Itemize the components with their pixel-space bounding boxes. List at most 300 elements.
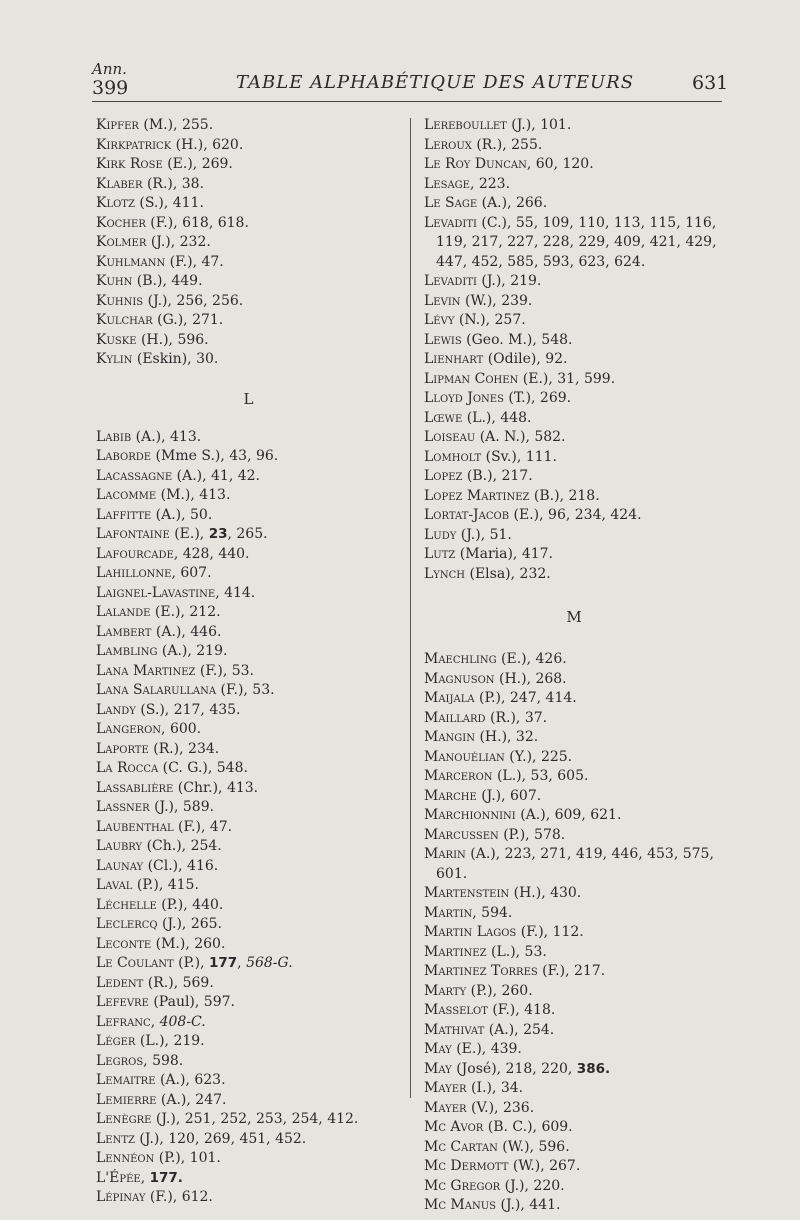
entry-pages: (J.), 101. — [506, 117, 572, 133]
entry-name: Lienhart — [424, 351, 484, 367]
page-number: 631 — [692, 72, 729, 94]
index-entry — [96, 1110, 401, 1130]
index-entry — [424, 1138, 724, 1158]
entry-pages: (E.), 96, 234, 424. — [509, 507, 642, 523]
index-entry — [424, 1040, 724, 1060]
entry-pages: (E.), 212. — [150, 604, 221, 620]
entry-name: Mayer — [424, 1099, 467, 1116]
entry-pages: (B.), 217. — [462, 468, 533, 484]
index-entry — [96, 428, 401, 448]
index-entry — [96, 116, 401, 136]
entry-name: Laffitte — [96, 506, 152, 523]
entry-pre: (E.), — [169, 526, 209, 542]
entry-pages: (R.), 569. — [143, 974, 214, 991]
entry-pages: (Cl.), 416. — [143, 857, 219, 874]
page-title: TABLE ALPHABÉTIQUE DES AUTEURS — [236, 72, 635, 93]
index-entry — [424, 467, 724, 487]
index-entry — [96, 292, 401, 312]
index-entry — [424, 923, 724, 943]
entry-name: Legros — [96, 1052, 144, 1069]
index-entry — [96, 486, 401, 506]
index-entry — [424, 350, 724, 370]
entry-pages: (A.), 623. — [155, 1072, 226, 1088]
entry-name: Lutz — [424, 546, 456, 562]
entry-bold-page: 177 — [208, 955, 238, 971]
index-entry — [424, 409, 724, 429]
entry-pages: , 598. — [143, 1052, 184, 1069]
header-rule — [92, 101, 722, 102]
entry-pages: (Paul), 597. — [148, 994, 235, 1010]
entry-name: Lewis — [424, 331, 462, 348]
entry-name: Laubenthal — [96, 818, 174, 835]
entry-pages: (F.), 53. — [195, 662, 254, 679]
entry-pages: (Geo. M.), 548. — [461, 331, 573, 348]
column-divider — [410, 118, 411, 1098]
index-entry — [424, 728, 724, 748]
entry-pages: (E.), 439. — [451, 1041, 522, 1057]
entry-name: Kocher — [96, 214, 146, 231]
entry-pages: (H.), 620. — [171, 136, 244, 153]
entry-pages: (Eskin), 30. — [132, 351, 219, 367]
letter-heading-l: L — [243, 389, 254, 408]
index-entry — [96, 136, 401, 156]
entry-name: Lassner — [96, 799, 150, 815]
entry-name: Marche — [424, 787, 477, 804]
entry-pre: , — [140, 1169, 150, 1186]
entry-name: Kulchar — [96, 312, 153, 328]
index-entry — [424, 650, 724, 670]
entry-name: Lévy — [424, 312, 455, 328]
entry-pages: (W.), 596. — [497, 1138, 570, 1155]
entry-name: L'Épée — [96, 1169, 141, 1186]
entry-pre: , — [150, 1013, 160, 1030]
index-entry — [96, 720, 401, 740]
entry-name: Leclercq — [96, 916, 158, 932]
index-entry-lefranc — [96, 1013, 401, 1033]
entry-name: Kipfer — [96, 117, 139, 133]
entry-pages: , 60, 120. — [526, 156, 594, 172]
index-entry — [96, 876, 401, 896]
index-entry-levaditi-c — [424, 214, 724, 273]
entry-pages: (A.), 609, 621. — [515, 807, 622, 823]
entry-name: Lœwe — [424, 409, 463, 426]
index-entry — [96, 194, 401, 214]
entry-name: Mc Manus — [424, 1197, 497, 1213]
entry-name: Labib — [96, 428, 132, 445]
entry-name: Lenègre — [96, 1111, 152, 1127]
index-entry — [424, 448, 724, 468]
entry-bold-page: 23 — [208, 526, 228, 542]
index-entry — [424, 370, 724, 390]
entry-name: Martinez — [424, 943, 487, 960]
index-entry — [424, 331, 724, 351]
l-entries-right-b — [424, 272, 724, 584]
entry-name: Lynch — [424, 565, 466, 582]
right-column — [424, 116, 724, 1216]
index-entry — [96, 214, 401, 234]
index-entry — [96, 467, 401, 487]
entry-name: Lana Martinez — [96, 662, 196, 679]
index-entry — [424, 389, 724, 409]
index-entry — [424, 670, 724, 690]
entry-name: Lacassagne — [96, 467, 173, 484]
entry-name: Mangin — [424, 729, 475, 745]
index-entry — [424, 428, 724, 448]
entry-name: Leconte — [96, 935, 152, 952]
index-entry — [424, 748, 724, 768]
entry-pre: (José), 218, 220, — [451, 1060, 577, 1077]
entry-name: Levaditi — [424, 214, 477, 231]
entry-name: Maijala — [424, 690, 475, 706]
entry-name: Kuske — [96, 331, 137, 348]
index-entry — [96, 506, 401, 526]
entry-name: Laubry — [96, 838, 143, 854]
l-entries-a — [96, 428, 401, 526]
index-entry — [424, 1196, 724, 1216]
entry-pages: (P.), 415. — [132, 877, 199, 893]
entry-pages: , 594. — [472, 904, 513, 921]
entry-name: Lloyd Jones — [424, 390, 504, 406]
entry-name: Lemaitre — [96, 1072, 156, 1088]
index-entry — [96, 623, 401, 643]
entry-name: Laignel-Lavastine — [96, 584, 216, 601]
entry-name: Klaber — [96, 175, 143, 192]
index-entry — [96, 1071, 401, 1091]
entry-pages: (H.), 596. — [136, 331, 209, 348]
entry-name: Kirk Rose — [96, 156, 163, 172]
entry-pages: (R.), 38. — [142, 175, 205, 192]
entry-pages: (A. N.), 582. — [475, 429, 566, 445]
entry-pages: (A.), 266. — [477, 195, 548, 211]
entry-name: Ledent — [96, 974, 144, 991]
entry-name: La Rocca — [96, 760, 159, 776]
entry-pages: (J.), 251, 252, 253, 254, 412. — [151, 1111, 359, 1127]
entry-name: Lafontaine — [96, 526, 170, 542]
entry-pages: (H.), 268. — [494, 670, 567, 687]
entry-name: Leroux — [424, 136, 472, 153]
l-entries-d — [96, 1032, 401, 1169]
entry-pages: (R.), 37. — [485, 709, 548, 726]
entry-pages: (B.), 218. — [529, 487, 600, 504]
entry-name: Léchelle — [96, 896, 157, 913]
index-entry — [96, 935, 401, 955]
index-entry — [424, 1099, 724, 1119]
entry-name: Martin Lagos — [424, 924, 517, 940]
index-entry — [96, 779, 401, 799]
entry-pages: (Y.), 225. — [504, 748, 573, 765]
entry-pages: (Mme S.), 43, 96. — [151, 448, 279, 464]
left-column — [96, 116, 401, 1208]
index-entry — [96, 740, 401, 760]
entry-name: Lentz — [96, 1130, 135, 1147]
index-entry — [424, 194, 724, 214]
entry-name: Lafourcade — [96, 545, 174, 562]
index-entry — [96, 253, 401, 273]
l-entries-b — [96, 545, 401, 955]
entry-name: Léger — [96, 1033, 136, 1049]
entry-name: Maillard — [424, 709, 486, 726]
index-entry — [424, 136, 724, 156]
index-entry — [424, 155, 724, 175]
entry-pages: (B.), 449. — [132, 273, 203, 289]
annals-label: Ann. — [92, 60, 127, 78]
entry-pages: (J.), 232. — [146, 234, 211, 250]
index-entry — [96, 584, 401, 604]
entry-pages: (E.), 269. — [162, 156, 233, 172]
index-entry — [96, 896, 401, 916]
entry-pages: (A.), 50. — [151, 506, 213, 523]
entry-name: Lesage — [424, 175, 470, 192]
index-entry — [424, 904, 724, 924]
m-entries-a — [424, 650, 724, 845]
entry-pages: (F.), 418. — [487, 1002, 556, 1018]
entry-pages: (F.), 53. — [216, 682, 275, 698]
entry-pages: (P.), 247, 414. — [474, 690, 577, 706]
index-entry — [96, 915, 401, 935]
entry-pages: (Elsa), 232. — [465, 565, 551, 582]
entry-pages: (J.), 441. — [496, 1197, 561, 1213]
entry-pages: (F.), 47. — [173, 818, 233, 835]
entry-pages: (A.), 413. — [131, 428, 202, 445]
index-entry — [96, 1032, 401, 1052]
entry-pages: (F.), 217. — [537, 963, 606, 979]
entry-name: Ludy — [424, 526, 457, 543]
entry-pages: (M.), 260. — [151, 935, 226, 952]
letter-heading-m: M — [566, 608, 582, 626]
volume-number: 399 — [92, 77, 129, 99]
entry-pages: (S.), 217, 435. — [135, 701, 241, 718]
entry-name: Kolmer — [96, 234, 147, 250]
index-entry — [424, 1157, 724, 1177]
entry-bold-page: 386. — [576, 1060, 611, 1077]
entry-name: Marin — [424, 846, 466, 862]
index-entry — [424, 311, 724, 331]
index-entry — [96, 233, 401, 253]
entry-pages: (A.), 446. — [151, 623, 222, 640]
entry-post: , 265. — [227, 526, 268, 542]
entry-pages: (F.), 47. — [165, 253, 224, 270]
entry-pages: (E.), 31, 599. — [518, 370, 616, 387]
index-entry — [424, 526, 724, 546]
entry-pages: (W.), 239. — [460, 292, 533, 309]
index-entry — [96, 155, 401, 175]
index-entry — [96, 837, 401, 857]
index-entry — [424, 884, 724, 904]
index-entry — [96, 175, 401, 195]
entry-name: Launay — [96, 857, 144, 874]
entry-italic-page: 408-C. — [159, 1013, 206, 1030]
entry-pages: (J.), 220. — [500, 1177, 565, 1194]
entry-name: Lereboullet — [424, 117, 507, 133]
entry-pages: (C. G.), 548. — [158, 760, 248, 776]
entry-name: Mayer — [424, 1080, 467, 1096]
entry-name: Marcussen — [424, 826, 499, 843]
entry-pages: (Ch.), 254. — [142, 838, 222, 854]
entry-pages: (T.), 269. — [503, 390, 572, 406]
entry-pages: (R.), 255. — [471, 136, 543, 153]
index-entry — [96, 701, 401, 721]
entry-pages: (M.), 255. — [138, 117, 214, 133]
entry-name: Kuhnis — [96, 292, 144, 309]
index-entry — [96, 642, 401, 662]
entry-name: May — [424, 1041, 452, 1057]
m-entries-b — [424, 884, 724, 1060]
entry-name: Magnuson — [424, 670, 495, 687]
entry-pages: (J.), 219. — [476, 273, 542, 289]
entry-name: Lambert — [96, 623, 152, 640]
index-entry — [96, 1188, 401, 1208]
index-entry — [96, 272, 401, 292]
entry-pages: (I.), 34. — [466, 1080, 524, 1096]
index-entry — [424, 982, 724, 1002]
entry-pages: (P.), 260. — [466, 982, 533, 999]
entry-name: Mc Cartan — [424, 1138, 498, 1155]
entry-name: Mc Gregor — [424, 1177, 501, 1194]
entry-pages: (J.), 589. — [149, 799, 215, 815]
entry-name: Martin — [424, 904, 473, 921]
entry-pages: (B. C.), 609. — [483, 1119, 573, 1135]
index-entry-may-jose — [424, 1060, 724, 1080]
k-entries — [96, 116, 401, 370]
entry-name: Marchionnini — [424, 807, 516, 823]
entry-pages: (L.), 448. — [462, 409, 532, 426]
index-entry — [424, 1118, 724, 1138]
entry-bold-page: 177. — [149, 1169, 183, 1186]
entry-name: Landy — [96, 701, 136, 718]
entry-pages: , 600. — [161, 721, 202, 737]
entry-name: Mc Avor — [424, 1119, 484, 1135]
index-entry — [424, 962, 724, 982]
entry-name: Mathivat — [424, 1021, 485, 1038]
entry-name: Lopez — [424, 468, 463, 484]
index-entry — [424, 1079, 724, 1099]
entry-name: Manouélian — [424, 748, 505, 765]
index-entry — [424, 806, 724, 826]
entry-name: Lalande — [96, 604, 151, 620]
entry-name: Lambling — [96, 643, 158, 659]
entry-pages: (P.), 101. — [154, 1150, 221, 1166]
entry-pages: , 414. — [215, 584, 256, 601]
entry-pages: (E.), 426. — [496, 651, 567, 667]
entry-name: Laporte — [96, 740, 149, 757]
index-entry-lafontaine — [96, 525, 401, 545]
entry-pages: (J.), 607. — [476, 787, 542, 804]
entry-pages: (H.), 430. — [509, 885, 582, 901]
index-entry-lepee — [96, 1169, 401, 1189]
entry-name: Lana Salarullana — [96, 682, 217, 698]
entry-italic-page: 568-G. — [246, 955, 293, 971]
entry-name: Martenstein — [424, 885, 510, 901]
entry-name: Lipman Cohen — [424, 370, 519, 387]
entry-pages: (J.), 256, 256. — [143, 292, 244, 309]
entry-pages: (Odile), 92. — [483, 351, 568, 367]
entry-pages: (Sv.), 111. — [481, 448, 557, 465]
index-entry — [96, 331, 401, 351]
entry-name: Lépinay — [96, 1189, 146, 1205]
entry-name: Lopez Martinez — [424, 487, 530, 504]
entry-pages: , 223. — [469, 175, 511, 192]
index-entry — [96, 1091, 401, 1111]
index-entry — [424, 487, 724, 507]
index-entry — [96, 1052, 401, 1072]
index-entry — [424, 787, 724, 807]
index-entry — [96, 681, 401, 701]
entry-pages: (P.), 578. — [498, 826, 566, 843]
entry-name: Kuhlmann — [96, 253, 166, 270]
entry-name: Lahillonne — [96, 565, 172, 581]
index-entry — [96, 993, 401, 1013]
entry-name: Martinez Torres — [424, 963, 538, 979]
entry-pages: , 607. — [171, 565, 212, 581]
index-entry — [96, 1130, 401, 1150]
entry-pages: (F.), 112. — [516, 924, 584, 940]
entry-pages: (R.), 234. — [148, 740, 220, 757]
index-entry — [96, 818, 401, 838]
index-entry-marin — [424, 845, 724, 884]
index-entry — [96, 662, 401, 682]
index-entry — [424, 175, 724, 195]
index-entry — [96, 798, 401, 818]
entry-name: Kylin — [96, 351, 133, 367]
entry-name: Marty — [424, 982, 467, 999]
l-entries-e — [96, 1188, 401, 1208]
index-entry — [424, 1021, 724, 1041]
index-entry — [96, 447, 401, 467]
entry-pages: (M.), 413. — [156, 487, 231, 503]
entry-name: Lennéon — [96, 1150, 155, 1166]
entry-pages: (G.), 271. — [152, 312, 224, 328]
entry-pages: (N.), 257. — [454, 312, 526, 328]
entry-name: Laval — [96, 877, 133, 893]
entry-name: Loiseau — [424, 429, 476, 445]
index-entry — [96, 564, 401, 584]
entry-pages: (W.), 267. — [508, 1158, 581, 1174]
entry-pages: (F.), 618, 618. — [145, 214, 249, 231]
entry-pages: (J.), 265. — [157, 916, 222, 932]
entry-name: Le Sage — [424, 195, 478, 211]
entry-pages: (C.), 55, 109, 110, 113, 115, 116, 119, 217, 227, 228, 229, 409, 421, 429, 447, 452, 585, 593, 623, 624. — [436, 214, 717, 270]
entry-name: Maechling — [424, 651, 497, 667]
entry-name: Kuhn — [96, 273, 133, 289]
index-entry — [96, 545, 401, 565]
index-entry — [96, 350, 401, 370]
entry-name: Langeron — [96, 721, 162, 737]
index-entry — [96, 857, 401, 877]
index-entry — [424, 506, 724, 526]
entry-name: Lomholt — [424, 448, 482, 465]
entry-pages: (F.), 612. — [145, 1189, 213, 1205]
entry-name: Mc Dermott — [424, 1158, 509, 1174]
l-entries-c — [96, 974, 401, 1013]
entry-name: Klotz — [96, 195, 135, 211]
entry-pages: (L.), 53, 605. — [492, 768, 589, 784]
entry-name: Levin — [424, 292, 461, 309]
entry-pages: (J.), 51. — [456, 526, 512, 543]
index-entry — [96, 974, 401, 994]
entry-name: Le Roy Duncan — [424, 156, 527, 172]
entry-name: Lortat-Jacob — [424, 507, 510, 523]
entry-pages: (P.), 440. — [156, 896, 224, 913]
entry-pages: (L.), 53. — [486, 943, 547, 960]
entry-pages: (H.), 32. — [475, 729, 539, 745]
entry-pages: (Maria), 417. — [455, 546, 553, 562]
index-entry — [424, 116, 724, 136]
entry-name: Laborde — [96, 448, 152, 464]
index-entry — [424, 1177, 724, 1197]
entry-name: Le Coulant — [96, 955, 174, 971]
entry-name: Lefranc — [96, 1013, 151, 1030]
index-entry — [424, 272, 724, 292]
